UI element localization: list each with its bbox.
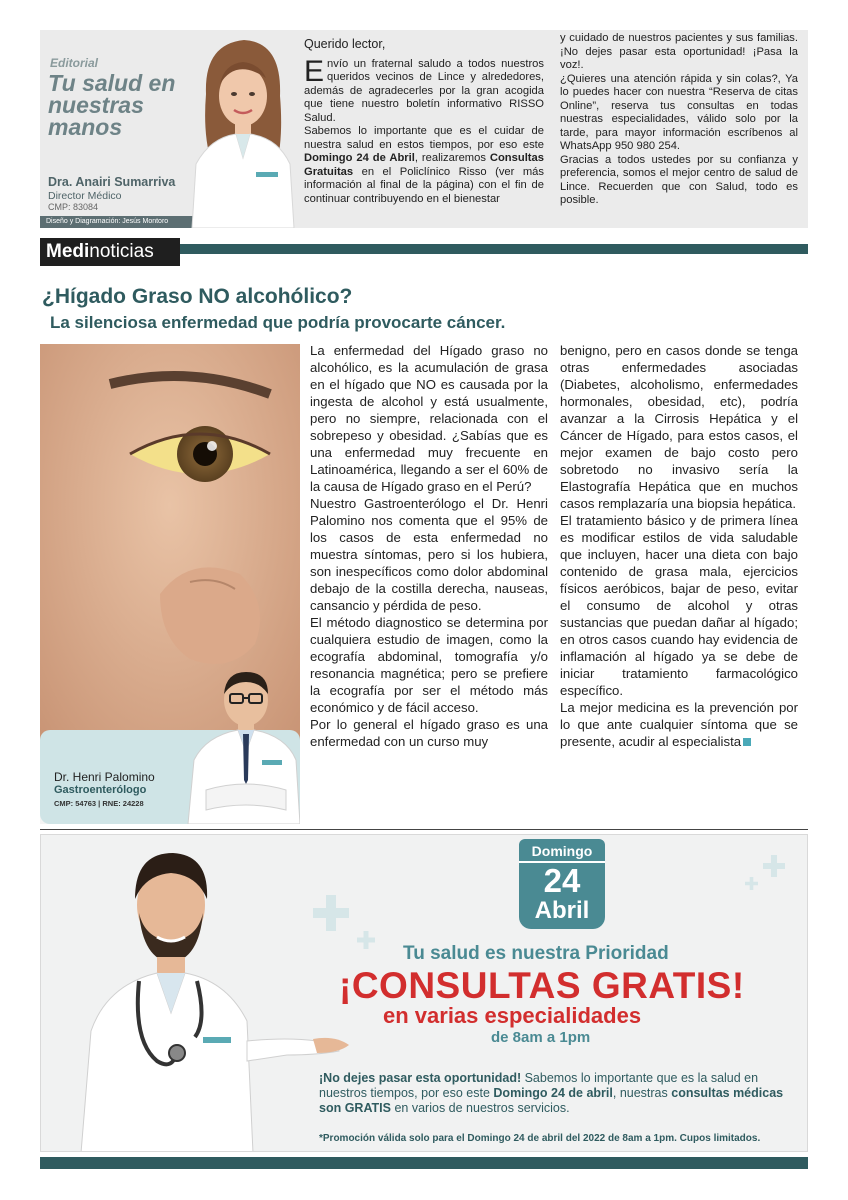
- promo-body-bold-3: consultas médicas son GRATIS: [319, 1086, 784, 1115]
- editorial-paragraph-1: [304, 54, 544, 126]
- banner-bar: [180, 244, 808, 254]
- promo-body: [319, 1071, 799, 1116]
- editorial-col2-paragraph-1: y cuidado de nuestros pacientes y sus familias. ¡No dejes pasar esta oportunidad! ¡Pasa la voz!.: [560, 32, 798, 71]
- article-paragraph: El método diagnostico se determina por cualquiera estudio de imagen, como la ecografía abdominal, tomografía y/o resonancia magnética; pero se prefiere la ecografía por ser el método más económico y de fácil acceso.: [310, 615, 548, 715]
- date-body: [519, 861, 605, 929]
- article-paragraph: Nuestro Gastroenterólogo el Dr. Henri Palomino nos comenta que el 95% de los casos de esta enfermedad no muestra síntomas, pero si los hubiera, son inespecíficos como dolor abdominal debajo de la costilla derecha, nauseas, cansancio y pérdida de peso.: [310, 496, 548, 613]
- editorial-p2-date: Domingo 24 de Abril: [304, 152, 415, 164]
- doctor-photo: [186, 660, 300, 824]
- editorial-letter-column-2: [560, 32, 798, 208]
- section-label: [40, 238, 180, 266]
- editorial-p2-a: Sabemos lo importante que es el cuidar de nuestra salud en estos tiempos, por eso este: [304, 125, 544, 151]
- editorial-p2-b: , realizaremos: [414, 152, 490, 164]
- article-column-2: [560, 342, 798, 750]
- editorial-greeting: Querido lector,: [304, 37, 386, 51]
- section-divider: [40, 829, 808, 830]
- section-label-rest: noticias: [89, 241, 154, 262]
- promo-body-1: Sabemos lo importante que es la salud en nuestros tiempos, por eso este: [319, 1071, 759, 1100]
- article-column-1: [310, 342, 548, 750]
- editorial-author-name: Dra. Anairi Sumarriva: [48, 175, 176, 189]
- design-credit: Diseño y Diagramación: Jesús Montoro: [40, 216, 200, 228]
- editorial-paragraph-1-text: nvío un fraternal saludo a todos nuestros queridos vecinos de Lince y alrededores, además de agradecerles por la gran acogida que tiene nuestro boletín informativo RISSO Salud.: [304, 57, 544, 124]
- footer-bar: [40, 1157, 808, 1169]
- doctor-registry: CMP: 54763 | RNE: 24228: [54, 799, 144, 808]
- end-mark-icon: [743, 738, 751, 746]
- article-paragraph-last-text: La mejor medicina es la prevención por lo que ante cualquier síntoma que se presente, acudir al especialista: [560, 700, 798, 749]
- promo-hours: de 8am a 1pm: [491, 1029, 591, 1046]
- promo-body-3: en varios de nuestros servicios.: [391, 1101, 570, 1115]
- promo-subheadline: en varias especialidades: [383, 1003, 642, 1028]
- section-banner: [40, 238, 808, 266]
- article-paragraph-last: [560, 699, 798, 750]
- date-month: Abril: [534, 897, 590, 924]
- promo-section: [40, 834, 808, 1152]
- editorial-p2-bold: Consultas Gratuitas: [304, 152, 544, 178]
- date-badge: [519, 839, 605, 929]
- editorial-letter-column-1: [304, 38, 544, 206]
- doctor-specialty: Gastroenterólogo: [54, 784, 147, 796]
- plus-icon: [763, 855, 785, 877]
- editorial-paragraph-2: [304, 125, 544, 206]
- article-paragraph: Por lo general el hígado graso es una enfermedad con un curso muy: [310, 717, 548, 749]
- promo-body-2: , nuestras: [612, 1086, 672, 1100]
- editorial-kicker: Editorial: [50, 56, 99, 70]
- editorial-col2-paragraph-2: ¿Quieres una atención rápida y sin colas?, Ya lo puedes hacer con nuestra “Reserva de citas Online”, reserva tus consultas en todas nuestras especialidades, válido solo por la tarde, para mayor información escríbenos al WhatsApp 950 980 254.: [560, 72, 798, 152]
- promo-headline: ¡CONSULTAS GRATIS!: [339, 965, 745, 1006]
- article-headline: ¿Hígado Graso NO alcohólico?: [42, 285, 353, 308]
- promo-body-bold-2: Domingo 24 de abril: [493, 1086, 613, 1100]
- date-day: 24: [543, 862, 581, 899]
- editorial-author-photo: [186, 34, 298, 228]
- promo-tagline: Tu salud es nuestra Prioridad: [403, 943, 669, 964]
- editorial-section: [40, 30, 808, 228]
- promo-body-bold-1: ¡No dejes pasar esta oportunidad!: [319, 1071, 522, 1085]
- article-subheadline: La silenciosa enfermedad que podría provocarte cáncer.: [50, 313, 506, 332]
- date-weekday: Domingo: [519, 839, 605, 863]
- editorial-title-block: [40, 30, 300, 228]
- promo-doctor-photo: [77, 841, 357, 1152]
- editorial-col2-paragraph-3: Gracias a todos ustedes por su confianza y preferencia, somos el mejor centro de salud de Lince. Recuerden que con Salud, todo es posible.: [560, 153, 798, 206]
- plus-icon: [357, 931, 375, 949]
- drop-cap: E: [304, 54, 325, 88]
- section-label-bold: Medi: [46, 241, 90, 262]
- editorial-p2-c: en el Policlínico Risso (ver más información al final de la página) con el fin de continuar contribuyendo en el bienestar: [304, 165, 544, 205]
- article-paragraph: El tratamiento básico y de primera línea es modificar estilos de vida saludable que incluyen, hacer una dieta con bajo contenido de grasa mala, ejercicios físicos aeróbicos, bajar de peso, evitar el consumo de alcohol y otras sustancias que puedan dañar al hígado; en otros casos cuando hay evidencia de inflamación al hígado ya se debe de iniciar tratamiento farmacológico específico.: [560, 513, 798, 698]
- editorial-title: Tu salud en nuestras manos: [48, 70, 176, 140]
- editorial-author-cmp: CMP: 83084: [48, 202, 99, 212]
- doctor-name: Dr. Henri Palomino: [54, 770, 155, 784]
- plus-icon: [745, 877, 758, 890]
- editorial-author-role: Director Médico: [48, 190, 122, 202]
- article-paragraph: benigno, pero en casos donde se tenga otras enfermedades asociadas (Diabetes, alcoholismo, enfermedades hormonales, obesidad, etc), podría avanzar a la Cirrosis Hepática y el Cáncer de Hígado, para estos casos, el mejor examen de bajo costo pero sobretodo no invasivo sería la Elastografía Hepática que en muchos casos remplazaría una biopsia hepática.: [560, 343, 798, 511]
- article-paragraph: La enfermedad del Hígado graso no alcohólico, es la acumulación de grasa en el hígado que NO es causada por la ingesta de alcohol y está usualmente, pero no siempre, relacionada con el sobrepeso y obesidad. ¿Sabías que es una enfermedad muy frecuente en Latinoamérica, llegando a ser el 60% de la causa de Hígado graso en el Perú?: [310, 343, 548, 494]
- promo-fine-print: *Promoción válida solo para el Domingo 24 de abril del 2022 de 8am a 1pm. Cupos limitados.: [319, 1133, 761, 1144]
